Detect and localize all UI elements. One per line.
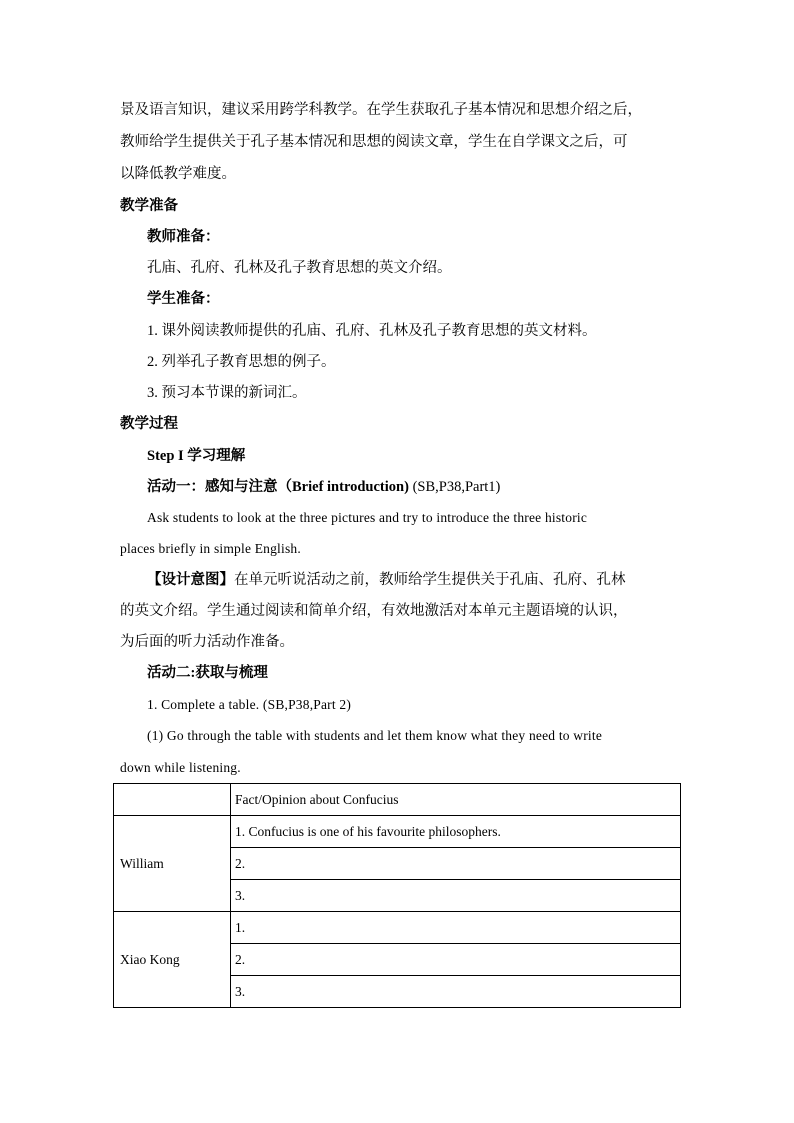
table-header-cell: Fact/Opinion about Confucius (231, 784, 681, 816)
table-cell: 3. (231, 976, 681, 1008)
prep-heading: 教学准备 (120, 198, 178, 214)
table-name-william: William (114, 816, 231, 912)
table-cell: 2. (231, 944, 681, 976)
task-1-sub-line-2: down while listening. (120, 760, 241, 775)
design-intent-line-2: 的英文介绍。学生通过阅读和简单介绍，有效地激活对本单元主题语境的认识， (120, 603, 628, 619)
activity-1-desc-line-1: Ask students to look at the three pictures and try to introduce the three historic (147, 510, 588, 525)
task-1: 1. Complete a table. (SB,P38,Part 2) (147, 697, 352, 712)
table-header-empty-cell (114, 784, 231, 816)
design-intent-line-1 (147, 570, 626, 590)
design-intent-text: 在单元听说活动之前，教师给学生提供关于孔庙、孔府、孔林 (234, 572, 626, 588)
table-cell: 1. Confucius is one of his favourite philosophers. (231, 816, 681, 848)
table-row (114, 912, 681, 944)
step-1-heading: Step I 学习理解 (147, 448, 246, 464)
design-intent-line-3: 为后面的听力活动作准备。 (120, 634, 294, 650)
table-cell: 1. (231, 912, 681, 944)
table-cell: 2. (231, 848, 681, 880)
activity-1-title: 活动一：感知与注意（Brief introduction) (147, 479, 409, 495)
student-prep-item-1: 1. 课外阅读教师提供的孔庙、孔府、孔林及孔子教育思想的英文材料。 (147, 323, 597, 339)
table-name-xiao-kong: Xiao Kong (114, 912, 231, 1008)
table-cell: 3. (231, 880, 681, 912)
teacher-prep-text: 孔庙、孔府、孔林及孔子教育思想的英文介绍。 (147, 260, 452, 276)
design-intent-label: 【设计意图】 (147, 572, 234, 588)
activity-1-desc-line-2: places briefly in simple English. (120, 541, 301, 556)
process-heading: 教学过程 (120, 416, 178, 432)
student-prep-item-2: 2. 列举孔子教育思想的例子。 (147, 354, 336, 370)
intro-line-2: 教师给学生提供关于孔子基本情况和思想的阅读文章，学生在自学课文之后，可 (120, 134, 628, 150)
activity-1-ref: (SB,P38,Part1) (408, 479, 501, 495)
table-row (114, 816, 681, 848)
intro-line-1: 景及语言知识，建议采用跨学科教学。在学生获取孔子基本情况和思想介绍之后， (120, 102, 642, 118)
student-prep-item-3: 3. 预习本节课的新词汇。 (147, 385, 307, 401)
teacher-prep-heading: 教师准备： (147, 229, 220, 245)
activity-1-line (147, 477, 500, 497)
fact-opinion-table (113, 783, 681, 1008)
task-1-sub-line-1: (1) Go through the table with students and let them know what they need to write (147, 728, 603, 743)
activity-2-heading: 活动二:获取与梳理 (147, 665, 268, 681)
table-header-row (114, 784, 681, 816)
student-prep-heading: 学生准备： (147, 291, 220, 307)
intro-line-3: 以降低教学难度。 (120, 166, 236, 182)
